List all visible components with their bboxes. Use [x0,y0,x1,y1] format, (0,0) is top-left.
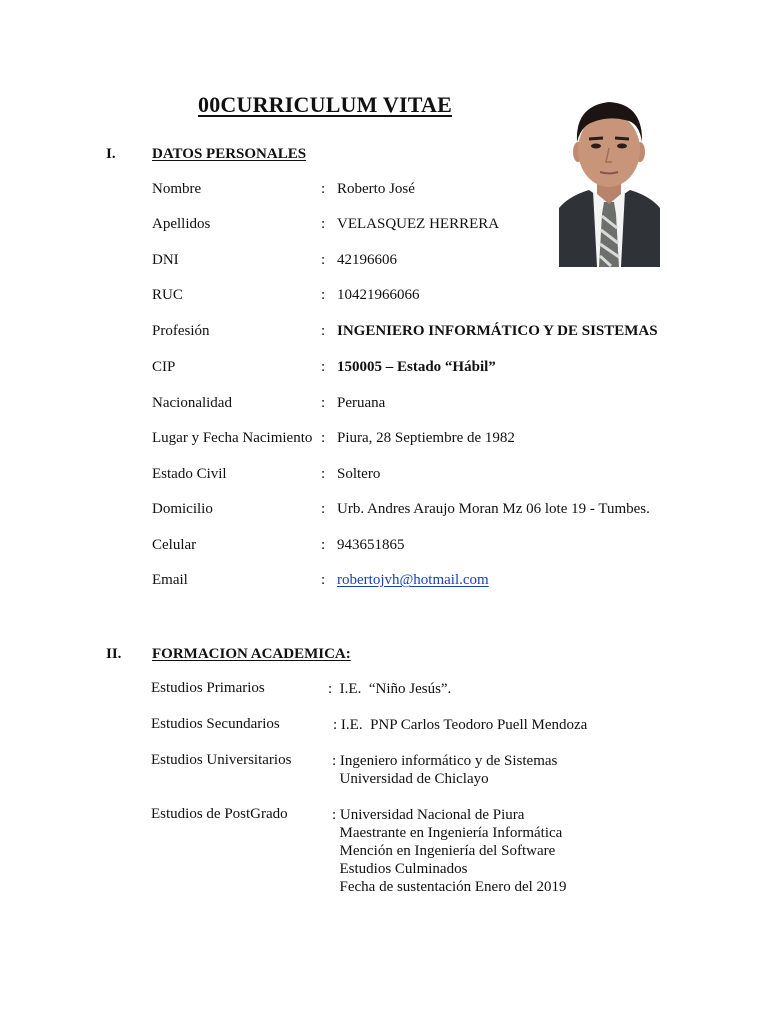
field-value-dni: 42196606 [337,252,397,268]
cv-title: 00CURRICULUM VITAE [198,92,452,117]
profile-photo-icon [559,96,660,267]
field-value-celular: 943651865 [337,537,405,553]
education-label-universitarios: Estudios Universitarios [151,752,292,768]
education-value-primarios: : I.E. “Niño Jesús”. [328,681,452,697]
education-label-postgrado: Estudios de PostGrado [151,806,288,822]
field-colon: : [321,323,326,339]
field-value-nacionalidad: Peruana [337,395,386,411]
education-label-primarios: Estudios Primarios [151,680,265,696]
field-colon: : [321,430,326,446]
field-value-ruc: 10421966066 [337,287,420,303]
field-label-nombre: Nombre [152,181,202,197]
field-colon: : [321,501,326,517]
education-value-postgrado: : Universidad Nacional de Piura Maestrante en Ingeniería Informática Mención en Ingeniería del Software Estudios Culminados Fecha de sustentación Enero del 2019 [332,807,567,895]
field-label-dni: DNI [152,252,179,268]
education-label-secundarios: Estudios Secundarios [151,716,280,732]
field-colon: : [321,181,326,197]
education-value-secundarios: : I.E. PNP Carlos Teodoro Puell Mendoza [333,717,588,733]
field-label-email: Email [152,572,188,588]
field-label-profesion: Profesión [152,323,210,339]
education-value-universitarios: : Ingeniero informático y de Sistemas Universidad de Chiclayo [332,753,558,787]
field-value-apellidos: VELASQUEZ HERRERA [337,216,500,232]
field-colon: : [321,252,326,268]
section-1-title: DATOS PERSONALES [152,146,307,162]
section-2-number: II. [106,646,122,662]
field-label-estado-civil: Estado Civil [152,466,227,482]
field-label-celular: Celular [152,537,197,553]
profile-photo [559,96,660,267]
field-label-domicilio: Domicilio [152,501,213,517]
field-colon: : [321,395,326,411]
field-value-estado-civil: Soltero [337,466,381,482]
field-value-nombre: Roberto José [337,181,415,197]
field-value-lugar-fecha: Piura, 28 Septiembre de 1982 [337,430,515,446]
field-label-apellidos: Apellidos [152,216,211,232]
field-value-cip: 150005 – Estado “Hábil” [337,359,496,375]
field-colon: : [321,537,326,553]
field-colon: : [321,466,326,482]
field-label-nacionalidad: Nacionalidad [152,395,232,411]
field-colon: : [321,216,326,232]
field-colon: : [321,287,326,303]
field-value-profesion: INGENIERO INFORMÁTICO Y DE SISTEMAS [337,323,658,339]
field-colon: : [321,572,326,588]
section-1-number: I. [106,146,116,162]
section-2-title: FORMACION ACADEMICA: [152,646,351,662]
field-label-lugar-fecha: Lugar y Fecha Nacimiento [152,430,313,446]
field-label-cip: CIP [152,359,176,375]
email-link[interactable]: robertojvh@hotmail.com [337,572,489,588]
field-colon: : [321,359,326,375]
field-label-ruc: RUC [152,287,183,303]
field-value-domicilio: Urb. Andres Araujo Moran Mz 06 lote 19 - Tumbes. [337,501,650,517]
